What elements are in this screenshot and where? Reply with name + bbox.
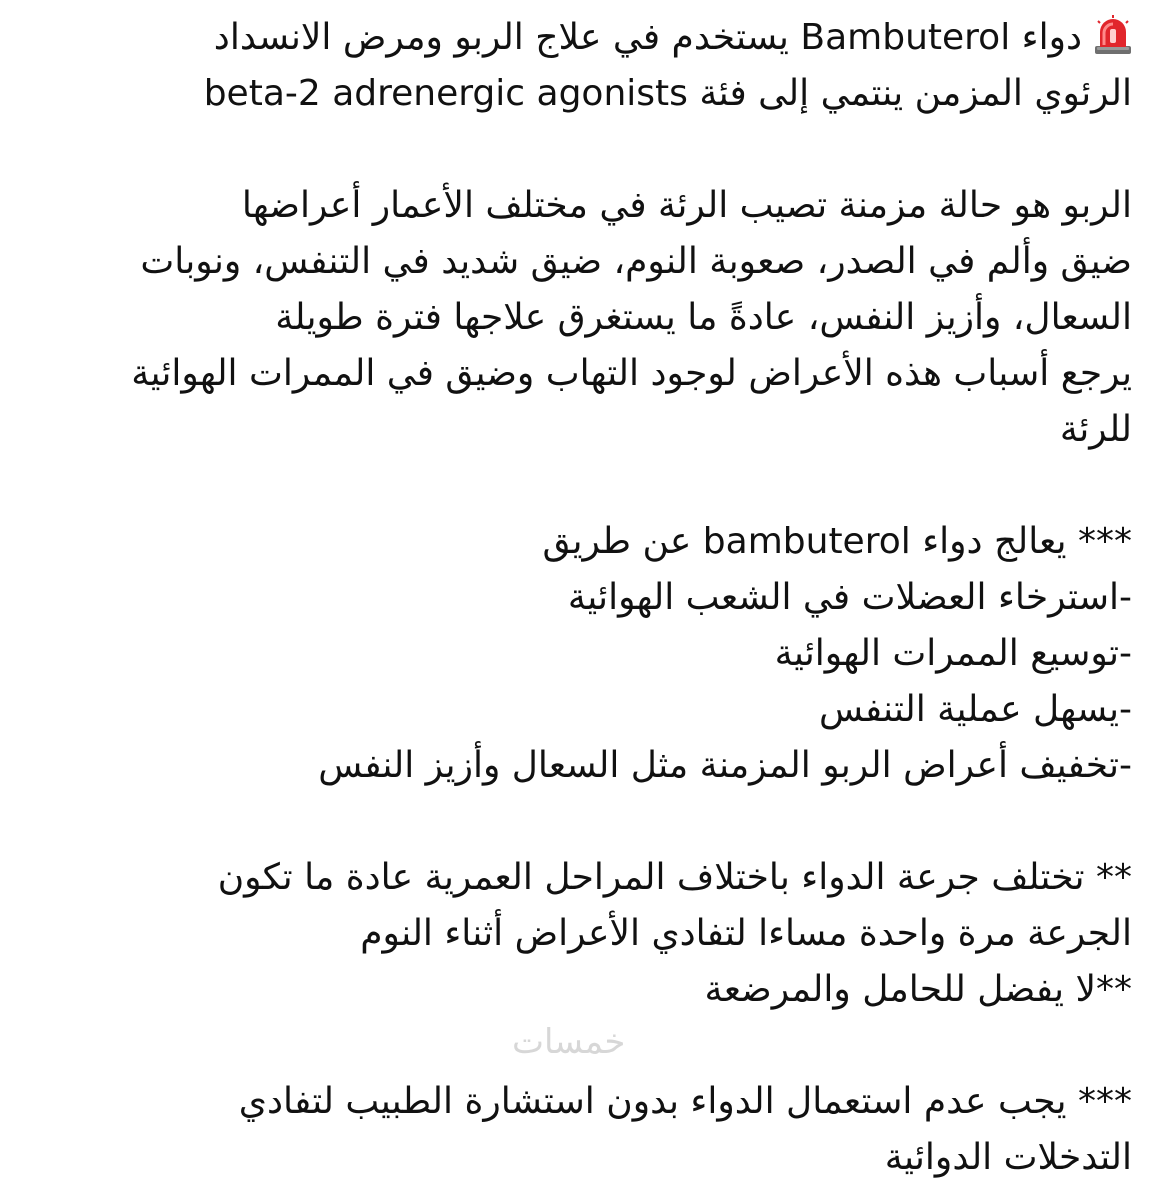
asthma-line-3: السعال، وأزيز النفس، عادةً ما يستغرق علاجها فترة طويلة — [275, 297, 1132, 338]
asthma-line-2: ضيق وألم في الصدر، صعوبة النوم، ضيق شديد في التنفس، ونوبات — [140, 241, 1132, 282]
warning-line-2: التدخلات الدوائية — [884, 1137, 1132, 1178]
treatment-item-4: -تخفيف أعراض الربو المزمنة مثل السعال وأزيز النفس — [318, 745, 1132, 786]
intro-line-2: الرئوي المزمن ينتمي إلى فئة beta-2 adrenergic agonists — [203, 73, 1132, 114]
pregnancy-note: **لا يفضل للحامل والمرضعة — [704, 969, 1132, 1010]
treatment-item-2: -توسيع الممرات الهوائية — [774, 633, 1132, 674]
dosage-line-2: الجرعة مرة واحدة مساءا لتفادي الأعراض أثناء النوم — [360, 913, 1132, 954]
intro-line-1 — [40, 10, 1132, 66]
intro-text-1: دواء Bambuterol يستخدم في علاج الربو ومرض الانسداد — [213, 17, 1082, 58]
asthma-line-4: يرجع أسباب هذه الأعراض لوجود التهاب وضيق في الممرات الهوائية — [131, 353, 1132, 394]
rotating-light-icon — [1094, 15, 1132, 55]
treatment-item-1: -استرخاء العضلات في الشعب الهوائية — [567, 577, 1132, 618]
treatment-item-3: -يسهل عملية التنفس — [818, 689, 1132, 730]
asthma-line-1: الربو هو حالة مزمنة تصيب الرئة في مختلف الأعمار أعراضها — [241, 185, 1132, 226]
dosage-line-1: ** تختلف جرعة الدواء باختلاف المراحل العمرية عادة ما تكون — [217, 857, 1132, 898]
watermark: خمسات — [512, 1022, 626, 1062]
treatment-heading: *** يعالج دواء bambuterol عن طريق — [542, 521, 1132, 562]
warning-line-1: *** يجب عدم استعمال الدواء بدون استشارة الطبيب لتفادي — [238, 1081, 1132, 1122]
asthma-line-5: للرئة — [1059, 409, 1132, 450]
document-body — [40, 10, 1132, 1186]
